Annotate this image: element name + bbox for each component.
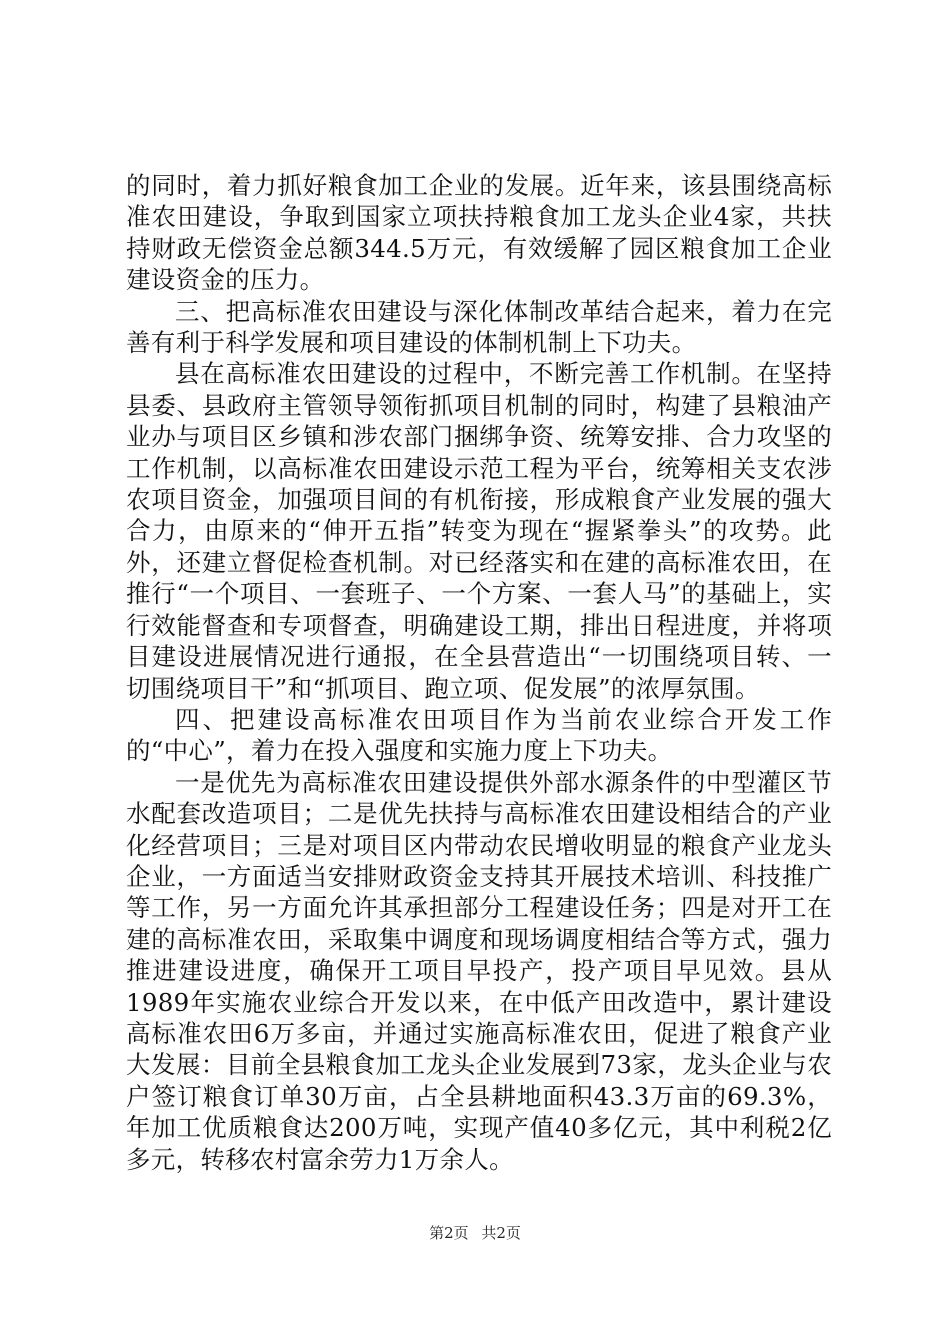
paragraph-priorities: 一是优先为高标准农田建设提供外部水源条件的中型灌区节水配套改造项目；二是优先扶持与高标准农田建设相结合的产业化经营项目；三是对项目区内带动农民增收明显的粮食产业龙头企业，一方面适当安排财政资金支持其开展技术培训、科技推广等工作，另一方面允许其承担部分工程建设任务；四是对开工在建的高标准农田，采取集中调度和现场调度相结合等方式，强力推进建设进度，确保开工项目早投产，投产项目早见效。县从1989年实施农业综合开发以来，在中低产田改造中，累计建设高标准农田6万多亩，并通过实施高标准农田，促进了粮食产业大发展：目前全县粮食加工龙头企业发展到73家，龙头企业与农户签订粮食订单30万亩，占全县耕地面积43.3万亩的69.3%，年加工优质粮食达200万吨，实现产值40多亿元，其中利税2亿多元，转移农村富余劳力1万余人。 xyxy=(126,767,832,1174)
page-footer xyxy=(0,1223,950,1243)
section-heading-four: 四、把建设高标准农田项目作为当前农业综合开发工作的“中心”，着力在投入强度和实施力度上下功夫。 xyxy=(126,704,832,766)
document-body xyxy=(126,170,832,1175)
section-heading-three: 三、把高标准农田建设与深化体制改革结合起来，着力在完善有利于科学发展和项目建设的体制机制上下功夫。 xyxy=(126,296,832,358)
paragraph-continued: 的同时，着力抓好粮食加工企业的发展。近年来，该县围绕高标准农田建设，争取到国家立项扶持粮食加工龙头企业4家，共扶持财政无偿资金总额344.5万元，有效缓解了园区粮食加工企业建设资金的压力。 xyxy=(126,171,832,295)
paragraph-work-mechanism: 县在高标准农田建设的过程中，不断完善工作机制。在坚持县委、县政府主管领导领衔抓项目机制的同时，构建了县粮油产业办与项目区乡镇和涉农部门捆绑争资、统筹安排、合力攻坚的工作机制，以高标准农田建设示范工程为平台，统筹相关支农涉农项目资金，加强项目间的有机衔接，形成粮食产业发展的强大合力，由原来的“伸开五指”转变为现在“握紧拳头”的攻势。此外，还建立督促检查机制。对已经落实和在建的高标准农田，在推行“一个项目、一套班子、一个方案、一套人马”的基础上，实行效能督查和专项督查，明确建设工期，排出日程进度，并将项目建设进展情况进行通报，在全县营造出“一切围绕项目转、一切围绕项目干”和“抓项目、跑立项、促发展”的浓厚氛围。 xyxy=(126,359,832,703)
page-total: 共2页 xyxy=(481,1224,521,1242)
page-number: 第2页 xyxy=(429,1224,469,1242)
